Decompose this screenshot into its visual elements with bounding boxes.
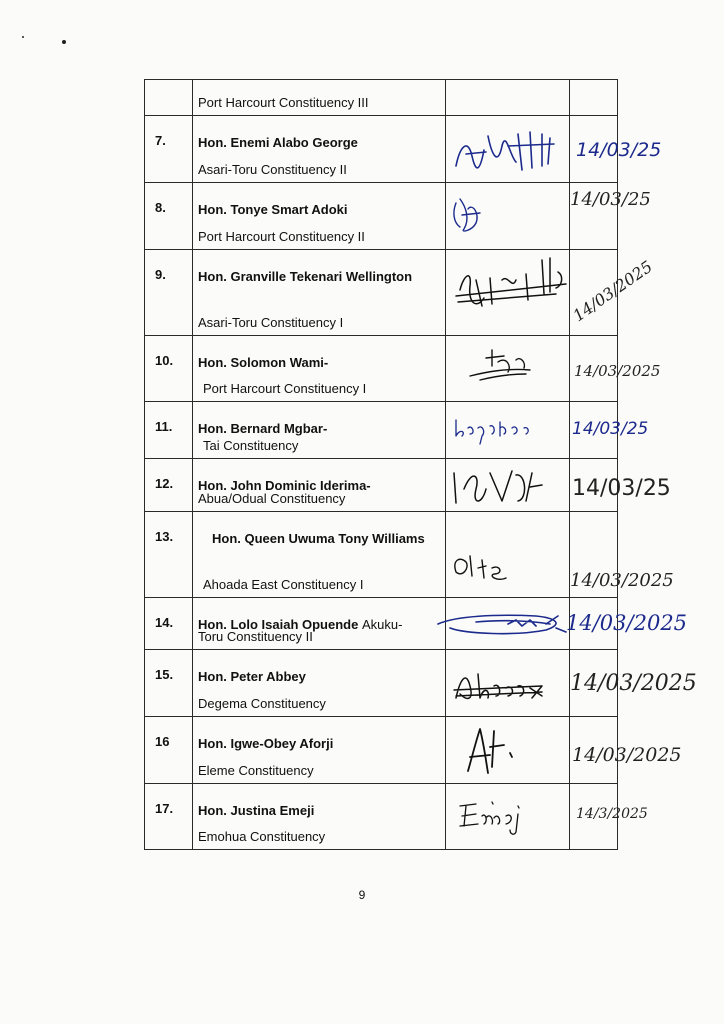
- handwritten-signature: [446, 784, 570, 850]
- constituency: Asari-Toru Constituency I: [198, 315, 344, 330]
- signature-cell: [446, 717, 570, 784]
- handwritten-date: [570, 784, 680, 850]
- signature-cell: [446, 336, 570, 402]
- handwritten-signature: [446, 598, 570, 650]
- date-cell: [570, 459, 671, 512]
- table-row: [145, 598, 618, 650]
- member-name: Hon. Igwe-Obey Aforji: [198, 736, 334, 751]
- constituency: Emohua Constituency: [198, 829, 326, 844]
- member-name: Hon. John Dominic Iderima-: [198, 478, 371, 493]
- handwritten-date: [570, 512, 680, 598]
- signature-cell: [446, 512, 570, 598]
- signature-cell: [446, 116, 570, 183]
- constituency: Asari-Toru Constituency II: [198, 162, 347, 177]
- date-cell: [570, 650, 697, 717]
- table-row: [145, 250, 618, 336]
- member-cell: [193, 784, 446, 850]
- row-number: [145, 80, 193, 116]
- member-cell: [193, 80, 446, 116]
- date-cell: [566, 598, 688, 650]
- signature-cell: [446, 402, 570, 459]
- member-name: Hon. Enemi Alabo George: [198, 135, 358, 150]
- member-name: Hon. Lolo Isaiah Opuende Akuku-: [198, 617, 403, 632]
- table-row: [145, 512, 618, 598]
- row-number: 14.: [145, 598, 193, 650]
- handwritten-signature: [446, 116, 570, 183]
- row-number: 12.: [145, 459, 193, 512]
- handwritten-date: [570, 183, 650, 250]
- signature-cell: [446, 80, 570, 116]
- handwritten-signature: [446, 250, 570, 336]
- member-name: Hon. Tonye Smart Adoki: [198, 202, 348, 217]
- row-number: 10.: [145, 336, 193, 402]
- date-cell: [570, 183, 651, 250]
- svg-text:14/03/2025: 14/03/2025: [566, 611, 688, 635]
- row-number: 7.: [145, 116, 193, 183]
- svg-text:14/03/2025: 14/03/2025: [574, 362, 661, 380]
- member-cell: [193, 650, 446, 717]
- handwritten-signature: [446, 402, 570, 459]
- table-row: [145, 80, 618, 116]
- table-row: [145, 336, 618, 402]
- svg-text:14/03/25: 14/03/25: [572, 419, 649, 439]
- date-cell: [570, 402, 649, 459]
- constituency: Degema Constituency: [198, 696, 326, 711]
- table-row: [145, 459, 618, 512]
- member-cell: [193, 116, 446, 183]
- handwritten-date: [570, 116, 662, 183]
- date-cell: [570, 717, 682, 784]
- row-number: 8.: [145, 183, 193, 250]
- handwritten-date: [569, 250, 656, 336]
- table-row: [145, 784, 618, 850]
- date-cell: [570, 336, 661, 402]
- handwritten-signature: [446, 183, 570, 250]
- constituency: Ahoada East Constituency I: [203, 577, 364, 592]
- member-cell: [193, 402, 446, 459]
- svg-text:14/03/25: 14/03/25: [570, 189, 651, 210]
- scan-speck: [22, 36, 24, 38]
- table-row: [145, 650, 618, 717]
- constituency: Tai Constituency: [203, 438, 299, 453]
- date-cell: [569, 250, 656, 336]
- signature-cell: [446, 183, 570, 250]
- handwritten-date: [570, 336, 661, 402]
- svg-text:14/03/2025: 14/03/2025: [570, 671, 697, 696]
- row-number: 11.: [145, 402, 193, 459]
- row-number: 15.: [145, 650, 193, 717]
- signature-table: [144, 79, 697, 850]
- handwritten-date: [570, 717, 680, 784]
- date-cell: [570, 512, 674, 598]
- row-number: 17.: [145, 784, 193, 850]
- member-name: Hon. Peter Abbey: [198, 669, 306, 684]
- handwritten-signature: [446, 717, 570, 784]
- svg-text:14/03/25: 14/03/25: [576, 139, 662, 161]
- date-cell: [570, 80, 618, 116]
- signature-cell: [446, 459, 570, 512]
- svg-text:14/03/2025: 14/03/2025: [569, 256, 656, 326]
- handwritten-signature: [446, 650, 570, 717]
- member-cell: [193, 717, 446, 784]
- date-cell: [570, 784, 648, 850]
- handwritten-signature: [446, 459, 570, 512]
- constituency: Port Harcourt Constituency III: [198, 95, 369, 110]
- signature-cell: [446, 784, 570, 850]
- member-name: Hon. Granville Tekenari Wellington: [198, 269, 413, 284]
- date-cell: [570, 116, 662, 183]
- handwritten-signature: [446, 336, 570, 402]
- handwritten-date: [566, 598, 688, 650]
- handwritten-date: [570, 402, 650, 459]
- member-cell: [193, 336, 446, 402]
- member-cell: [193, 183, 446, 250]
- member-cell: [193, 512, 446, 598]
- constituency: Abua/Odual Constituency: [198, 491, 346, 506]
- member-name: Hon. Queen Uwuma Tony Williams: [212, 531, 425, 546]
- constituency: Toru Constituency II: [198, 629, 313, 644]
- row-number: 16: [145, 717, 193, 784]
- member-name: Hon. Justina Emeji: [198, 803, 315, 818]
- handwritten-date: [570, 459, 671, 512]
- table-row: [145, 402, 618, 459]
- member-name-suffix: Akuku-: [361, 617, 403, 632]
- table-row: [145, 116, 618, 183]
- constituency: Port Harcourt Constituency I: [203, 381, 367, 396]
- row-number: 13.: [145, 512, 193, 598]
- handwritten-date: [570, 650, 697, 717]
- svg-text:14/03/2025: 14/03/2025: [570, 570, 674, 591]
- scan-speck: [62, 40, 66, 44]
- member-cell: [193, 598, 446, 650]
- member-cell: [193, 459, 446, 512]
- constituency: Eleme Constituency: [198, 763, 314, 778]
- signature-cell: [446, 250, 570, 336]
- page-number: 9: [358, 888, 366, 902]
- svg-text:14/3/2025: 14/3/2025: [576, 806, 648, 822]
- svg-text:14/03/2025: 14/03/2025: [572, 744, 682, 766]
- member-cell: [193, 250, 446, 336]
- constituency: Port Harcourt Constituency II: [198, 229, 365, 244]
- member-name: Hon. Solomon Wami-: [198, 355, 329, 370]
- table-row: [145, 183, 618, 250]
- member-name: Hon. Bernard Mgbar-: [198, 421, 328, 436]
- signature-cell: [446, 650, 570, 717]
- handwritten-signature: [446, 512, 570, 598]
- table-row: [145, 717, 618, 784]
- svg-text:14/03/25: 14/03/25: [572, 476, 671, 501]
- row-number: 9.: [145, 250, 193, 336]
- signature-cell: [446, 598, 570, 650]
